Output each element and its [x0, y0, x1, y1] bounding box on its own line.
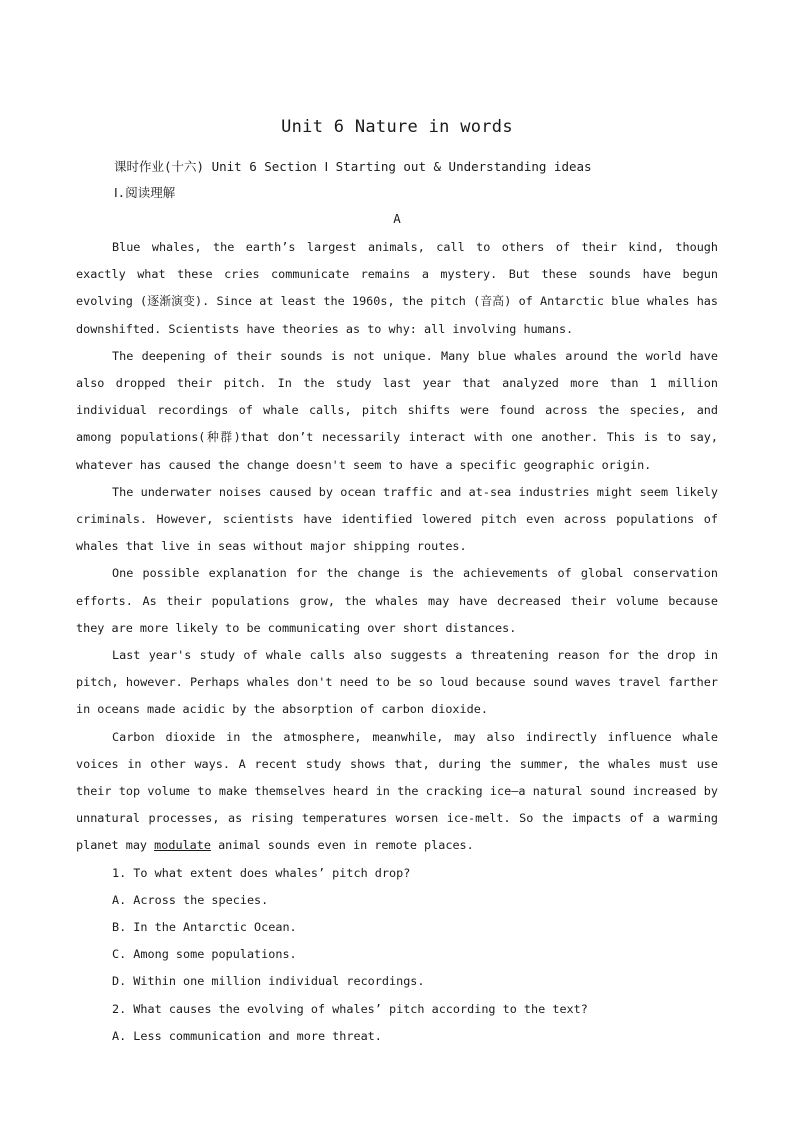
paragraph-last — [76, 724, 718, 860]
paragraph: Blue whales, the earth’s largest animals, call to others of their kind, though exactly what these cries communicate remains a mystery. But these sounds have begun evolving (逐渐演变). Since at least the 1960s, the pitch (音高) of Antarctic blue whales has downshifted. Scientists have theories as to why: all involving humans. — [76, 240, 718, 336]
answer-option: C. Among some populations. — [112, 947, 297, 962]
paragraph-text: animal sounds even in remote places. — [210, 838, 474, 853]
paragraph: Last year's study of whale calls also suggests a threatening reason for the drop in pitch, however. Perhaps whales don't need to be so loud because sound waves travel farther in oceans made acidic by the absorption of carbon dioxide. — [76, 648, 718, 717]
answer-option: D. Within one million individual recordings. — [112, 974, 425, 989]
question-stem: 2. What causes the evolving of whales’ pitch according to the text? — [112, 1001, 588, 1016]
answer-option: A. Less communication and more threat. — [112, 1028, 382, 1043]
underlined-word: modulate — [154, 838, 211, 853]
paragraph: The deepening of their sounds is not unique. Many blue whales around the world have also dropped their pitch. In the study last year that analyzed more than 1 million individual recordings of whale calls, pitch shifts were found across the species, and among populations(种群)that don’t necessarily interact with one another. This is to say, whatever has caused the change doesn't seem to have a specific geographic origin. — [76, 348, 718, 472]
section-heading: Ⅰ.阅读理解 — [114, 185, 176, 200]
question-stem: 1. To what extent does whales’ pitch drop? — [112, 865, 411, 880]
paragraph-text: Carbon dioxide in the atmosphere, meanwhile, may also indirectly influence whale voices in other ways. A recent study shows that, during the summer, the whales must use their top volume to make themselves heard in the cracking ice—a natural sound increased by unnatural processes, as rising temperatures worsen ice-melt. So the impacts of a warming planet may — [76, 729, 718, 853]
paragraph: One possible explanation for the change is the achievements of global conservation efforts. As their populations grow, the whales may have decreased their volume because they are more likely to be communicating over short distances. — [76, 566, 718, 635]
assignment-subtitle: 课时作业(十六) Unit 6 Section Ⅰ Starting out & Understanding ideas — [114, 159, 592, 174]
paragraph: The underwater noises caused by ocean traffic and at-sea industries might seem likely criminals. However, scientists have identified lowered pitch even across populations of whales that live in seas without major shipping routes. — [76, 484, 718, 554]
unit-title: Unit 6 Nature in words — [281, 117, 513, 137]
document-page — [76, 112, 718, 1050]
answer-option: B. In the Antarctic Ocean. — [112, 920, 297, 935]
passage-label: A — [393, 211, 401, 226]
answer-option: A. Across the species. — [112, 892, 269, 907]
